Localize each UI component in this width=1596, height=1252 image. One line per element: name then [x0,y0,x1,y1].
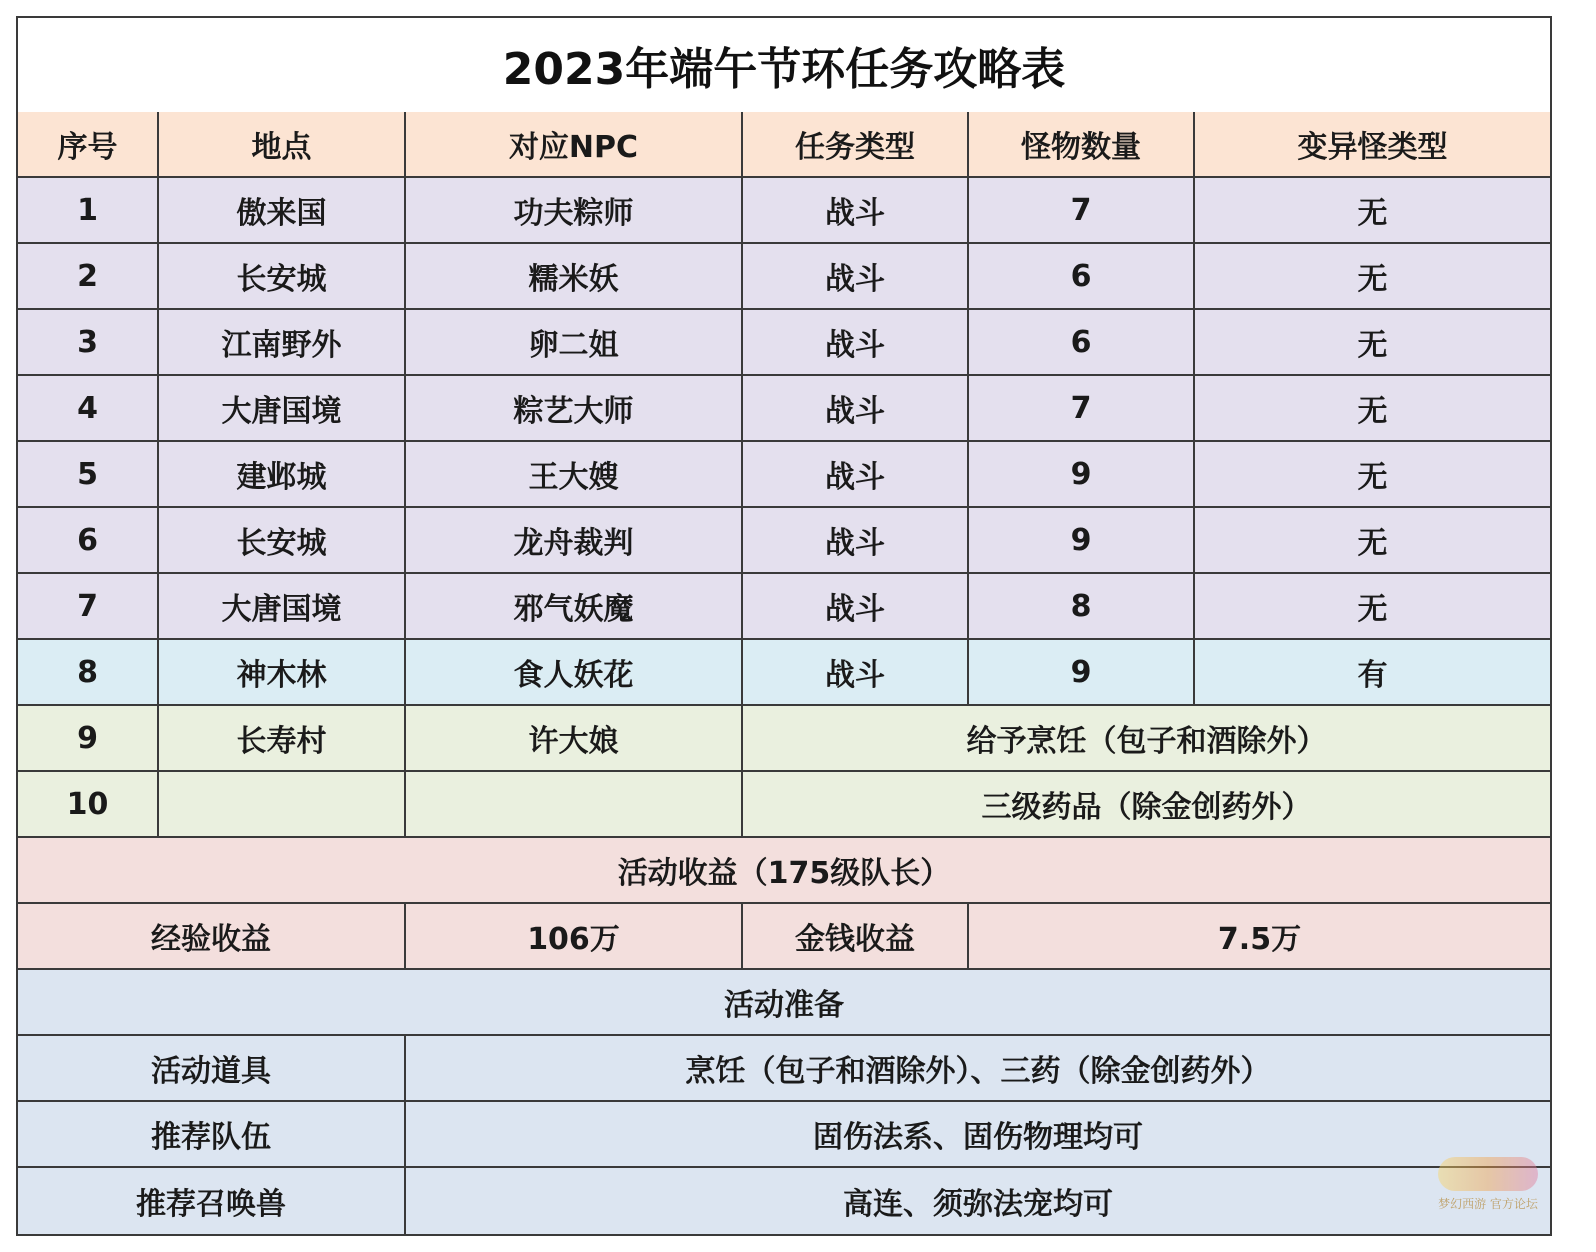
row-2-place: 长安城 [159,244,406,310]
row-5-place: 建邺城 [159,442,406,508]
row-3-place: 江南野外 [159,310,406,376]
items-label: 活动道具 [18,1036,406,1102]
col-header-count: 怪物数量 [969,112,1195,178]
row-7-mutant: 无 [1195,574,1550,640]
row-9-place: 长寿村 [159,706,406,772]
row-2-no: 2 [18,244,159,310]
row-7-npc: 邪气妖魔 [406,574,743,640]
row-2-type: 战斗 [743,244,969,310]
row-9-task: 给予烹饪（包子和酒除外） [743,706,1550,772]
row-4-count: 7 [969,376,1195,442]
row-7-no: 7 [18,574,159,640]
row-5-npc: 王大嫂 [406,442,743,508]
col-header-type: 任务类型 [743,112,969,178]
exp-value: 106万 [406,904,743,970]
watermark-sub-text: 官方论坛 [1489,1196,1538,1211]
row-6-count: 9 [969,508,1195,574]
row-4-no: 4 [18,376,159,442]
strategy-table [16,16,1552,1236]
row-1-count: 7 [969,178,1195,244]
items-value: 烹饪（包子和酒除外）、三药（除金创药外） [406,1036,1550,1102]
row-5-mutant: 无 [1195,442,1550,508]
row-8-mutant: 有 [1195,640,1550,706]
watermark-text [1438,1195,1538,1212]
row-6-type: 战斗 [743,508,969,574]
row-5-count: 9 [969,442,1195,508]
row-8-npc: 食人妖花 [406,640,743,706]
row-3-mutant: 无 [1195,310,1550,376]
row-1-npc: 功夫粽师 [406,178,743,244]
row-2-mutant: 无 [1195,244,1550,310]
row-5-no: 5 [18,442,159,508]
row-7-count: 8 [969,574,1195,640]
col-header-place: 地点 [159,112,406,178]
row-8-no: 8 [18,640,159,706]
site-watermark [1424,1148,1552,1220]
row-8-place: 神木林 [159,640,406,706]
row-3-no: 3 [18,310,159,376]
row-1-place: 傲来国 [159,178,406,244]
team-label: 推荐队伍 [18,1102,406,1168]
row-10-no: 10 [18,772,159,838]
page-title: 2023年端午节环任务攻略表 [18,18,1550,114]
col-header-npc: 对应NPC [406,112,743,178]
row-8-count: 9 [969,640,1195,706]
row-6-no: 6 [18,508,159,574]
money-label: 金钱收益 [743,904,969,970]
row-7-place: 大唐国境 [159,574,406,640]
row-2-count: 6 [969,244,1195,310]
exp-label: 经验收益 [18,904,406,970]
row-3-npc: 卵二姐 [406,310,743,376]
watermark-logo-text: 梦幻西游 [1438,1196,1487,1211]
row-4-place: 大唐国境 [159,376,406,442]
row-10-npc [406,772,743,838]
row-3-count: 6 [969,310,1195,376]
row-9-no: 9 [18,706,159,772]
row-8-type: 战斗 [743,640,969,706]
pet-value: 高连、须弥法宠均可 [406,1168,1550,1234]
row-5-type: 战斗 [743,442,969,508]
row-6-npc: 龙舟裁判 [406,508,743,574]
row-9-npc: 许大娘 [406,706,743,772]
row-3-type: 战斗 [743,310,969,376]
pet-label: 推荐召唤兽 [18,1168,406,1234]
table-grid [18,112,1550,1234]
row-4-type: 战斗 [743,376,969,442]
rewards-header: 活动收益（175级队长） [18,838,1550,904]
row-4-mutant: 无 [1195,376,1550,442]
row-1-type: 战斗 [743,178,969,244]
row-1-mutant: 无 [1195,178,1550,244]
row-1-no: 1 [18,178,159,244]
row-10-place [159,772,406,838]
col-header-no: 序号 [18,112,159,178]
prep-header: 活动准备 [18,970,1550,1036]
row-6-place: 长安城 [159,508,406,574]
game-logo-icon [1438,1157,1538,1191]
team-value: 固伤法系、固伤物理均可 [406,1102,1550,1168]
row-7-type: 战斗 [743,574,969,640]
row-4-npc: 粽艺大师 [406,376,743,442]
row-10-task: 三级药品（除金创药外） [743,772,1550,838]
row-6-mutant: 无 [1195,508,1550,574]
col-header-mutant: 变异怪类型 [1195,112,1550,178]
money-value: 7.5万 [969,904,1550,970]
row-2-npc: 糯米妖 [406,244,743,310]
